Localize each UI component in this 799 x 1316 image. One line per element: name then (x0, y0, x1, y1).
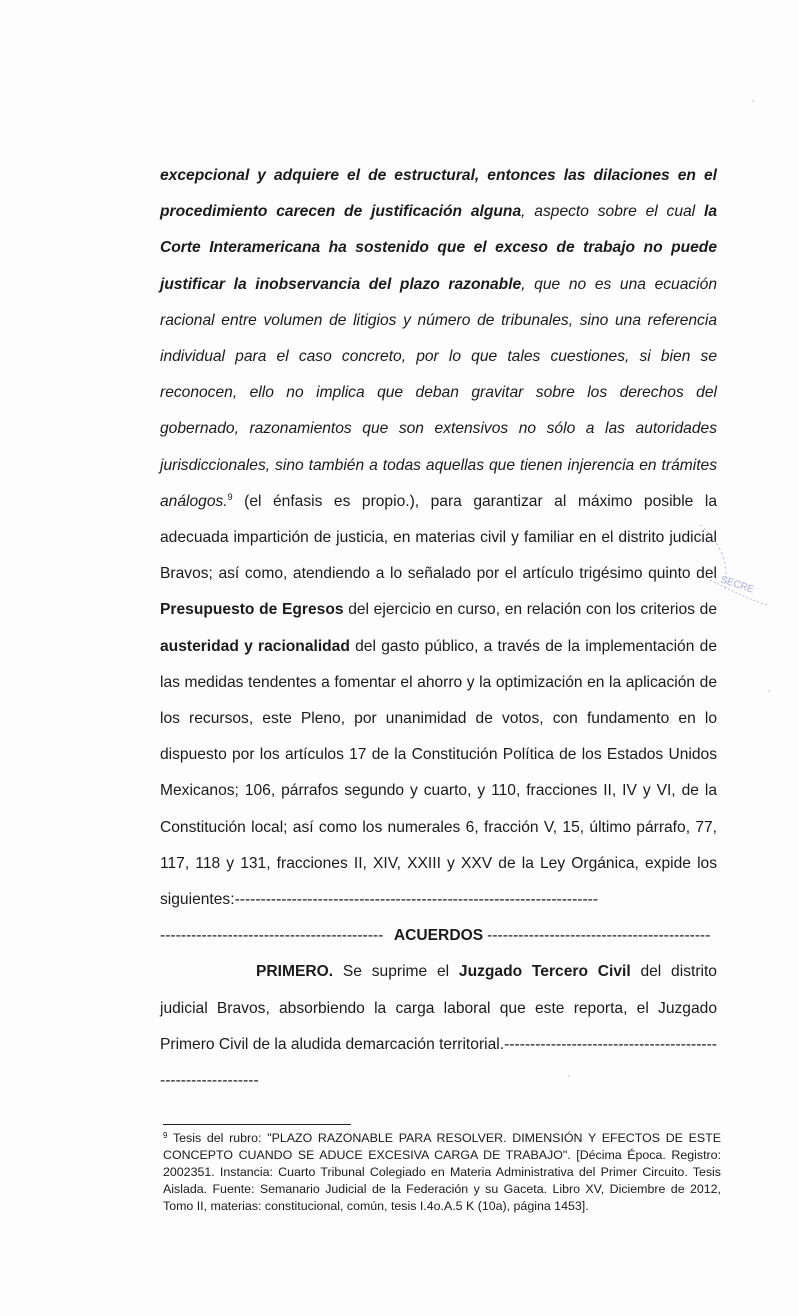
emphasis-quote-2: la Corte Interamericana ha sostenido que el exceso de trabajo no puede justificar la inobservancia del plazo razonable (160, 203, 717, 293)
acuerdos-heading (160, 918, 717, 954)
body-text-1: (el énfasis es propio.), para garantizar al máximo posible la adecuada impartición de justicia, en materias civil y familiar en el distrito judicial Bravos; así como, atendiendo a lo señalado por el artículo trigésimo quinto del (160, 492, 717, 583)
quote-text-1: , aspecto sobre el cual (521, 203, 704, 221)
primero-court-name: Juzgado Tercero Civil (458, 963, 631, 981)
paragraph-tail-dashes: ---------------------------------------------------------------------- (234, 891, 599, 909)
acuerdos-right-dashes: ------------------------------------------- (487, 927, 711, 945)
footnote-reference: 9 (227, 491, 233, 502)
body-text-3: del gasto público, a través de la implementación de las medidas tendentes a fomentar el ahorro y la optimización en la aplicación de los recursos, este Pleno, por unanimidad de votos, con fundamento en lo dispuesto por los artículos 17 de la Constitución Política de los Estados Unidos Mexicanos; 106, párrafos segundo y cuarto, y 110, fracciones II, IV y VI, de la Constitución local; así como los numerales 6, fracción V, 15, último párrafo, 77, 117, 118 y 131, fracciones II, XIV, XXIII y XXV de la Ley Orgánica, expide los siguientes: (160, 637, 717, 909)
scan-speck (768, 690, 770, 692)
scan-speck (568, 1075, 570, 1077)
quote-text-2: , que no es una ecuación racional entre volumen de litigios y número de tribunales, sino una referencia individual para el caso concreto, por lo que tales cuestiones, si bien se reconocen, ello no implica que deban gravitar sobre los derechos del gobernado, razonamientos que son extensivos no sólo a las autoridades jurisdiccionales, sino también a todas aquellas que tienen injerencia en trámites análogos. (160, 275, 717, 510)
body-text-2: del ejercicio en curso, en relación con los criterios de (343, 601, 717, 619)
scan-speck (752, 100, 754, 102)
footnote (163, 1130, 721, 1215)
emphasis-quote-1: excepcional y adquiere el de estructural, entonces las dilaciones en el procedimiento carecen de justificación alguna (160, 167, 717, 221)
stamp-text: SECRE (719, 574, 756, 596)
acuerdos-left-dashes: ------------------------------------------- (160, 927, 384, 945)
footnote-number: 9 (163, 1131, 168, 1140)
acuerdos-title: ACUERDOS (393, 927, 484, 945)
primero-label: PRIMERO. (256, 963, 334, 981)
document-body (160, 158, 717, 1099)
main-paragraph (160, 158, 717, 918)
primero-paragraph (160, 954, 717, 1099)
primero-text-1: Se suprime el (333, 963, 459, 981)
primero-text-2: del distrito judicial Bravos, absorbiendo la carga laboral que este reporta, el Juzgado Primero Civil de la aludida demarcación territorial. (160, 963, 717, 1053)
austeridad-emphasis: austeridad y racionalidad (160, 637, 350, 655)
footnote-separator (163, 1124, 351, 1125)
presupuesto-emphasis: Presupuesto de Egresos (160, 601, 344, 619)
primero-tail-dashes: ------------------------------------------------------------ (160, 1035, 717, 1090)
footnote-text: Tesis del rubro: "PLAZO RAZONABLE PARA RESOLVER. DIMENSIÓN Y EFECTOS DE ESTE CONCEPTO CUANDO SE ADUCE EXCESIVA CARGA DE TRABAJO". [Décima Época. Registro: 2002351. Instancia: Cuarto Tribunal Colegiado en Materia Administrativa del Primer Circuito. Tesis Aislada. Fuente: Semanario Judicial de la Federación y su Gaceta. Libro XV, Diciembre de 2012, Tomo II, materias: constitucional, común, tesis I.4o.A.5 K (10a), página 1453]. (163, 1131, 721, 1213)
